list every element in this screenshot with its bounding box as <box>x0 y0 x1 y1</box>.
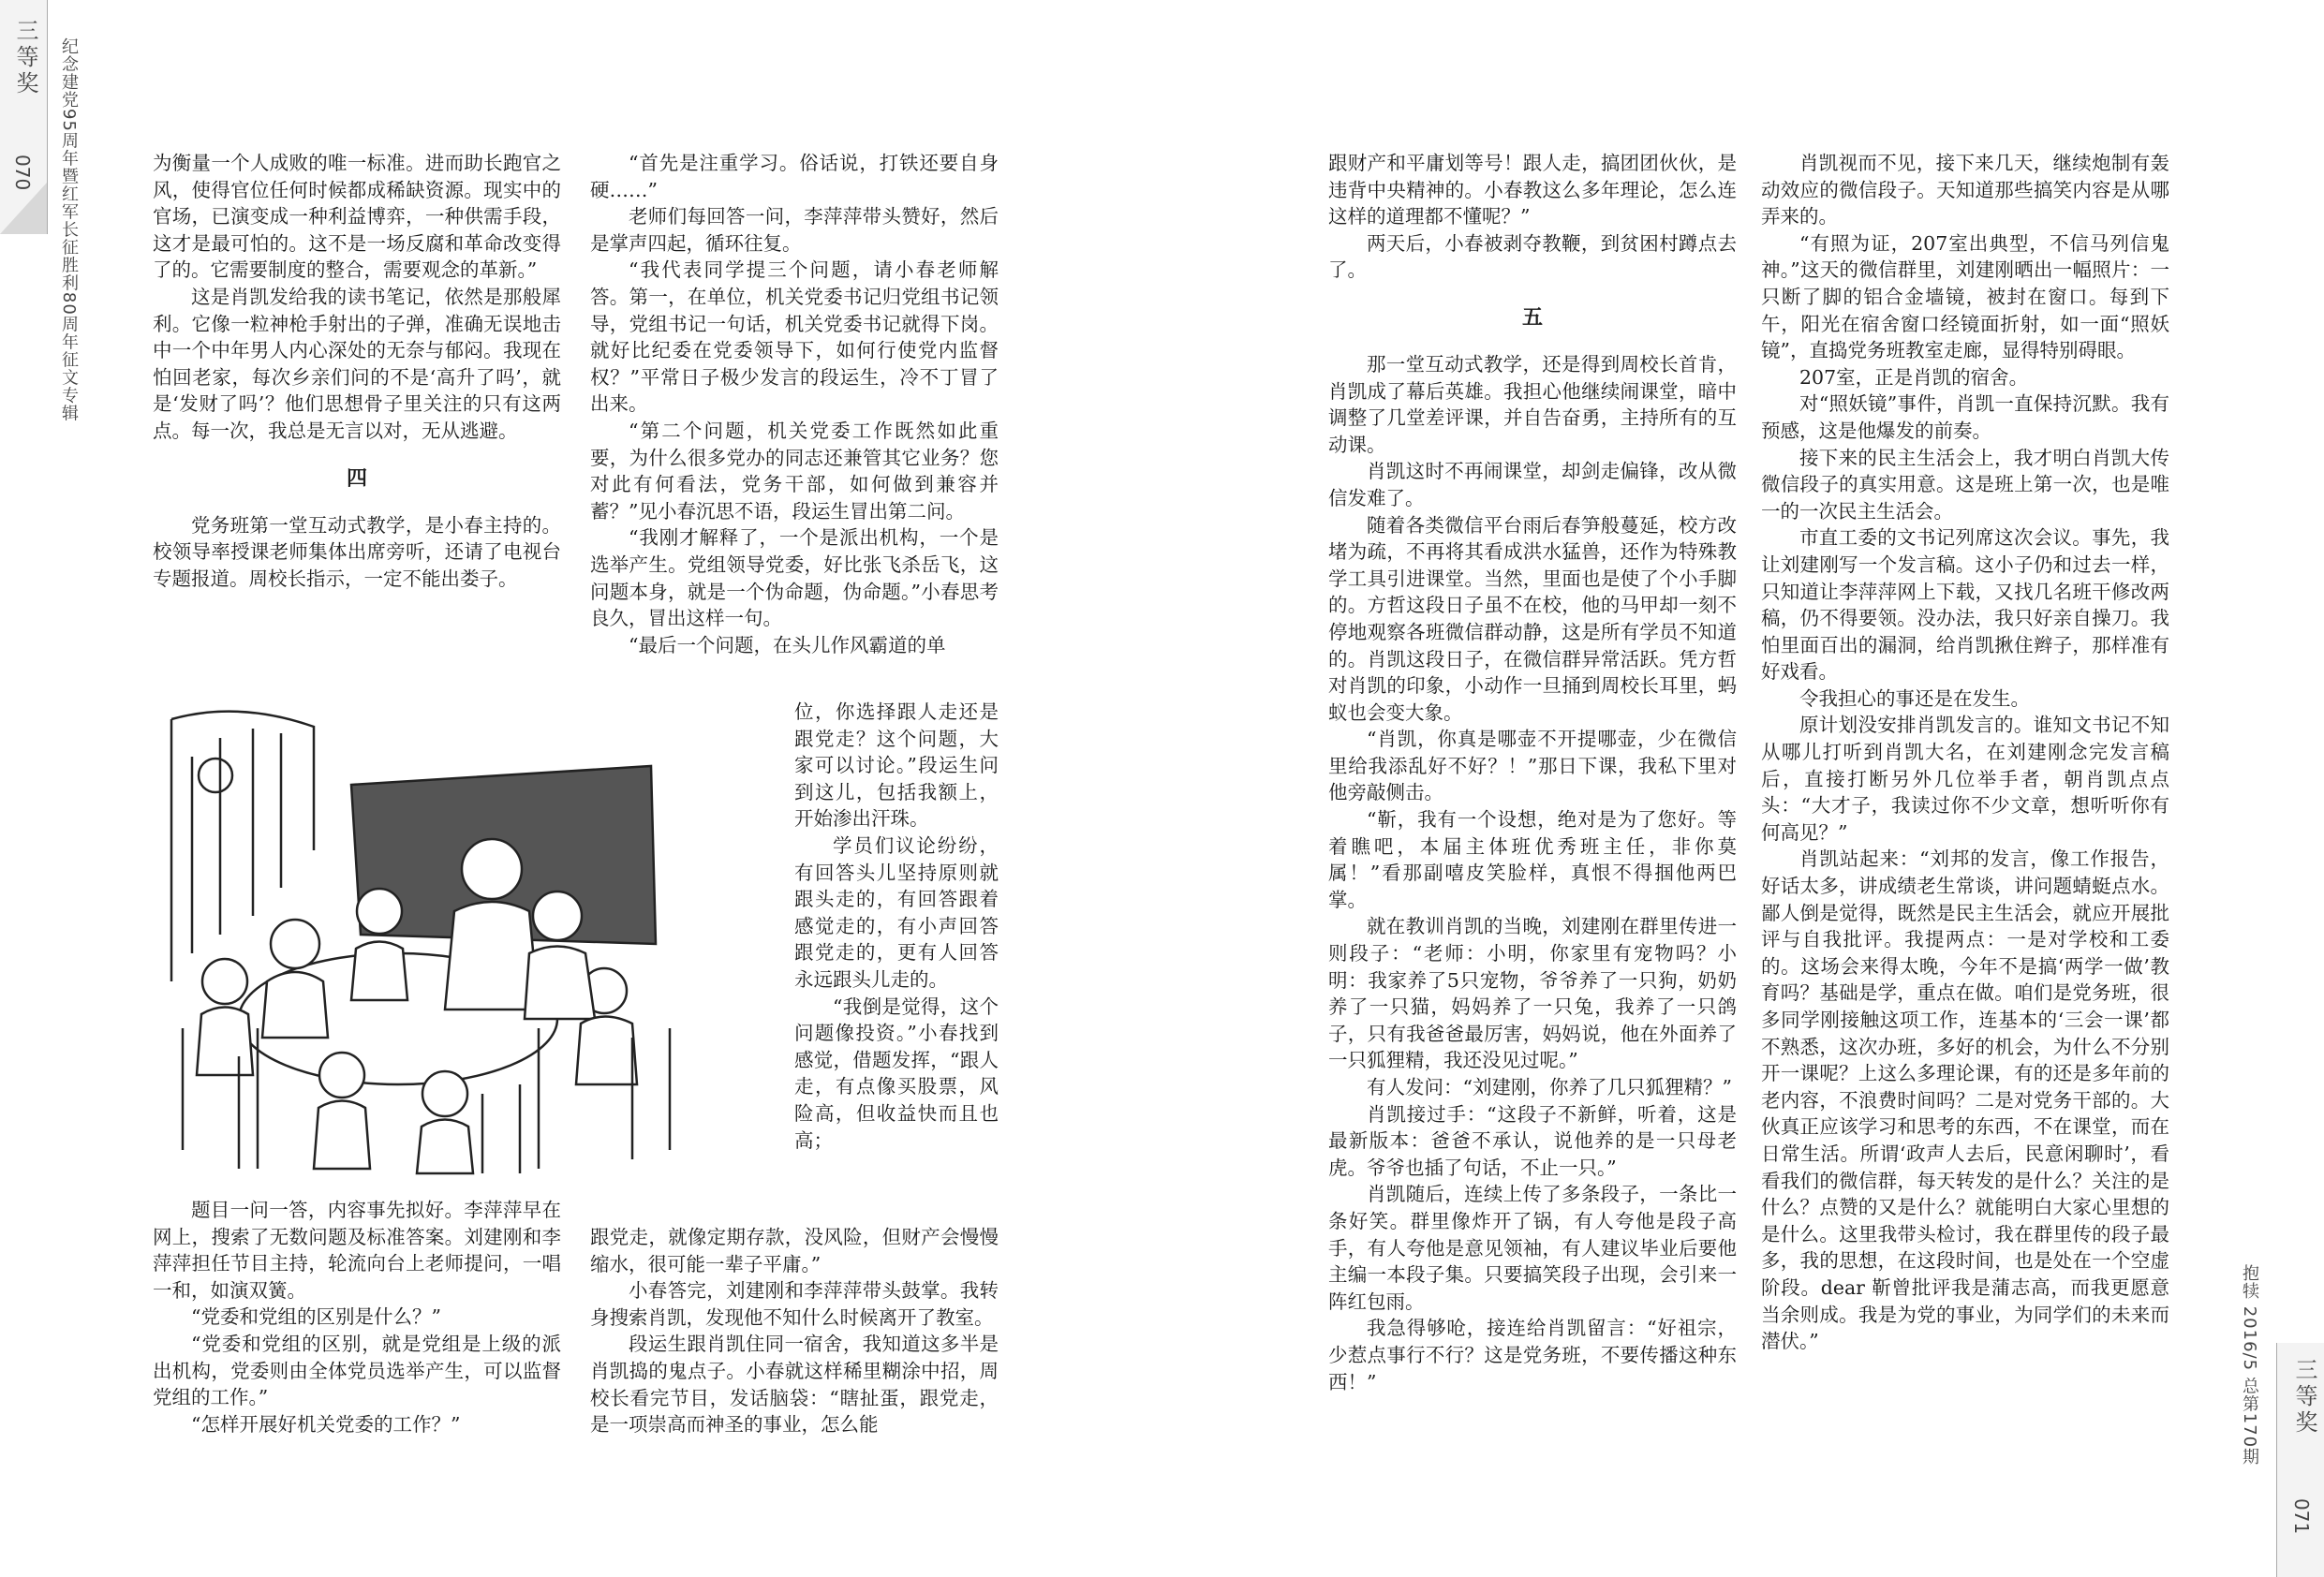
paragraph: “我刚才解释了，一个是派出机构，一个是选举产生。党组领导党委，好比张飞杀岳飞，这问题本身，就是一个伪命题，伪命题。”小春思考良久，冒出这样一句。 <box>590 526 999 630</box>
paragraph: 市直工委的文书记列席这次会议。事先，我让刘建刚写一个发言稿。这小子仍和过去一样，只知道让李萍萍网上下载，又找几名班干修改两稿，仍不得要领。没办法，我只好亲自操刀。我怕里面百出的漏洞，给肖凯揪住辫子，那样准有好戏看。 <box>1761 526 2169 684</box>
column-1-lower <box>153 1197 561 1437</box>
column-2 <box>590 150 999 658</box>
paragraph: 我急得够呛，接连给肖凯留言：“好祖宗，少惹点事行不行？这是党务班，不要传播这种东西！” <box>1328 1317 1737 1393</box>
paragraph: 肖凯随后，连续上传了多条段子，一条比一条好笑。群里像炸开了锅，有人夸他是段子高手，有人夸他是意见领袖，有人建议毕业后要他主编一本段子集。只要搞笑段子出现，会引来一阵红包雨。 <box>1328 1183 1737 1313</box>
right-page-number: 071 <box>2290 1498 2313 1535</box>
paragraph: 段运生跟肖凯住同一宿舍，我知道这多半是肖凯捣的鬼点子。小春就这样稀里糊涂中招，周校长看完节目，发话脑袋：“瞎扯蛋，跟党走，是一项崇高而神圣的事业，怎么能 <box>590 1333 999 1437</box>
paragraph: “我倒是觉得，这个问题像投资。”小春找到感觉，借题发挥，“跟人走，有点像买股票，风险高，但收益快而且也高； <box>794 995 999 1152</box>
paragraph: 两天后，小春被剥夺教鞭，到贫困村蹲点去了。 <box>1328 231 1737 282</box>
paragraph: “怎样开展好机关党委的工作？” <box>191 1412 461 1436</box>
paragraph: 令我担心的事还是在发生。 <box>1799 686 2030 710</box>
paragraph: 位，你选择跟人走还是跟党走？这个问题，大家可以讨论。”段运生问到这儿，包括我额上，开始渗出汗珠。 <box>794 700 999 831</box>
paragraph: “第二个问题，机关党委工作既然如此重要，为什么很多党办的同志还兼管其它业务？您对此有何看法，党务干部，如何做到兼容并蓄？”见小春沉思不语，段运生冒出第二问。 <box>590 419 999 523</box>
paragraph: 学员们议论纷纷，有回答头儿坚持原则就跟头走的，有回答跟着感觉走的，有小声回答跟党走的，更有人回答永远跟头儿走的。 <box>794 833 999 991</box>
paragraph: “有照为证，207室出典型，不信马列信鬼神。”这天的微信群里，刘建刚晒出一幅照片：一只断了脚的铝合金墙镜，被封在窗口。每到下午，阳光在宿舍窗口经镜面折射，如一面“照妖镜”，直捣党务班教室走廊，显得特别碍眼。 <box>1761 231 2169 362</box>
paragraph: “最后一个问题，在头儿作风霸道的单 <box>629 633 946 656</box>
paragraph: 跟党走，就像定期存款，没风险，但财产会慢慢缩水，很可能一辈子平庸。” <box>590 1226 999 1275</box>
left-award-label: 三等奖 <box>12 19 38 97</box>
paragraph: 随着各类微信平台雨后春笋般蔓延，校方改堵为疏，不再将其看成洪水猛兽，还作为特殊教学工具引进课堂。当然，里面也是使了个小手脚的。方哲这段日子虽不在校，他的马甲却一刻不停地观察各班微信群动静，这是所有学员不知道的。肖凯这段日子，在微信群异常活跃。凭方哲对肖凯的印象，小动作一旦捅到周校长耳里，蚂蚁也会变大象。 <box>1328 513 1737 724</box>
paragraph: 肖凯视而不见，接下来几天，继续炮制有轰动效应的微信段子。天知道那些搞笑内容是从哪弄来的。 <box>1761 152 2169 228</box>
right-award-label: 三等奖 <box>2291 1358 2317 1437</box>
left-corner-fold <box>0 183 47 234</box>
paragraph: 为衡量一个人成败的唯一标准。进而助长跑官之风，使得官位任何时候都成稀缺资源。现实中的官场，已演变成一种利益博弈，一种供需手段，这才是最可怕的。这不是一场反腐和革命改变得了的。它需要制度的整合，需要观念的革新。” <box>153 152 561 282</box>
paragraph: 207室，正是肖凯的宿舍。 <box>1799 365 2029 389</box>
paragraph: 肖凯站起来：“刘邦的发言，像工作报告，好话太多，讲成绩老生常谈，讲问题蜻蜓点水。鄙人倒是觉得，既然是民主生活会，就应开展批评与自我批评。我提两点：一是对学校和工委的。这场会来得太晚，今年不是搞‘两学一做’教育吗？基础是学，重点在做。咱们是党务班，很多同学刚接触这项工作，连基本的‘三会一课’都不熟悉，这次办班，多好的机会，为什么不分别开一课呢？上这么多理论课，有的还是多年前的老内容，不浪费时间吗？二是对党务干部的。大伙真正应该学习和思考的东西，不在课堂，而在日常生活。所谓‘政声人去后，民意闲聊时’，看看我们的微信群，每天转发的是什么？关注的是什么？点赞的又是什么？就能明白大家心里想的是什么。这里我带头检讨，我在群里传的段子最多，我的思想，在这段时间，也是处在一个空虚阶段。dear 靳曾批评我是蒲志高，而我更愿意当余则成。我是为党的事业，为同学们的未来而潜伏。” <box>1761 847 2169 1353</box>
paragraph: 就在教训肖凯的当晚，刘建刚在群里传进一则段子：“老师：小明，你家里有宠物吗？小明：我家养了5只宠物，爷爷养了一只狗，奶奶养了一只猫，妈妈养了一只兔，我养了一只鸽子，只有我爸爸最厉害，妈妈说，他在外面养了一只狐狸精，我还没见过呢。” <box>1328 915 1737 1072</box>
paragraph: 这是肖凯发给我的读书笔记，依然是那般犀利。它像一粒神枪手射出的子弹，准确无误地击中一个中年男人内心深处的无奈与郁闷。我现在怕回老家，每次乡亲们问的不是‘高升了吗’，就是‘发财了吗’？他们思想骨子里关注的只有这两点。每一次，我总是无言以对，无从逃避。 <box>153 285 561 442</box>
left-page-number: 070 <box>11 155 34 191</box>
paragraph: 党务班第一堂互动式教学，是小春主持的。校领导率授课老师集体出席旁听，还请了电视台专题报道。周校长指示，一定不能出娄子。 <box>153 513 561 590</box>
column-2-wrap <box>794 699 999 1154</box>
column-1 <box>153 150 561 592</box>
paragraph: 跟财产和平庸划等号！跟人走，搞团团伙伙，是违背中央精神的。小春教这么多年理论，怎么连这样的道理都不懂呢？” <box>1328 152 1737 228</box>
paragraph: “靳，我有一个设想，绝对是为了您好。等着瞧吧，本届主体班优秀班主任，非你莫属！”看那副嘻皮笑脸样，真恨不得掴他两巴掌。 <box>1328 808 1737 911</box>
paragraph: “我代表同学提三个问题，请小春老师解答。第一，在单位，机关党委书记归党组书记领导，党组书记一句话，机关党委书记就得下岗。就好比纪委在党委领导下，如何行使党内监督权？”平常日子极少发言的段运生，冷不丁冒了出来。 <box>590 258 999 416</box>
issue-info: 抱犊 2016/5 总第170期 <box>2240 1264 2259 1466</box>
column-3 <box>1328 150 1737 1395</box>
paragraph: 肖凯这时不再闹课堂，却剑走偏锋，改从微信发难了。 <box>1328 460 1737 509</box>
paragraph: 原计划没安排肖凯发言的。谁知文书记不知从哪儿打听到肖凯大名，在刘建刚念完发言稿后，直接打断另外几位举手者，朝肖凯点点头：“大才子，我读过你不少文章，想听听你有何高见？” <box>1761 714 2169 844</box>
series-title: 纪念建党95周年暨红军长征胜利80周年征文专辑 <box>59 37 79 422</box>
paragraph: “肖凯，你真是哪壶不开提哪壶，少在微信里给我添乱好不好？！”那日下课，我私下里对他旁敲侧击。 <box>1328 728 1737 804</box>
column-4 <box>1761 150 2169 1355</box>
meeting-illustration <box>164 700 688 1176</box>
paragraph: 对“照妖镜”事件，肖凯一直保持沉默。我有预感，这是他爆发的前奏。 <box>1761 392 2169 442</box>
section-heading-5: 五 <box>1521 304 1543 330</box>
paragraph: “党委和党组的区别，就是党组是上级的派出机构，党委则由全体党员选举产生，可以监督党组的工作。” <box>153 1332 561 1409</box>
column-2-lower <box>590 1224 999 1438</box>
paragraph: “首先是注重学习。俗话说，打铁还要自身硬……” <box>590 152 999 201</box>
paragraph: 接下来的民主生活会上，我才明白肖凯大传微信段子的真实用意。这是班上第一次，也是唯一的一次民主生活会。 <box>1761 446 2169 523</box>
section-heading-4: 四 <box>346 465 367 491</box>
paragraph: 有人发问：“刘建刚，你养了几只狐狸精？” <box>1367 1076 1732 1098</box>
paragraph: 那一堂互动式教学，还是得到周校长首肯，肖凯成了幕后英雄。我担心他继续闹课堂，暗中调整了几堂差评课，并自告奋勇，主持所有的互动课。 <box>1328 352 1737 456</box>
paragraph: “党委和党组的区别是什么？” <box>191 1305 441 1329</box>
paragraph: 老师们每回答一问，李萍萍带头赞好，然后是掌声四起，循环往复。 <box>590 205 999 255</box>
paragraph: 小春答完，刘建刚和李萍萍带头鼓掌。我转身搜索肖凯，发现他不知什么时候离开了教室。 <box>590 1279 999 1329</box>
paragraph: 肖凯接过手：“这段子不新鲜，听着，这是最新版本：爸爸不承认，说他养的是一只母老虎。爷爷也插了句话，不止一只。” <box>1328 1102 1737 1179</box>
paragraph: 题目一问一答，内容事先拟好。李萍萍早在网上，搜索了无数问题及标准答案。刘建刚和李萍萍担任节目主持，轮流向台上老师提问，一唱一和，如演双簧。 <box>153 1199 561 1302</box>
